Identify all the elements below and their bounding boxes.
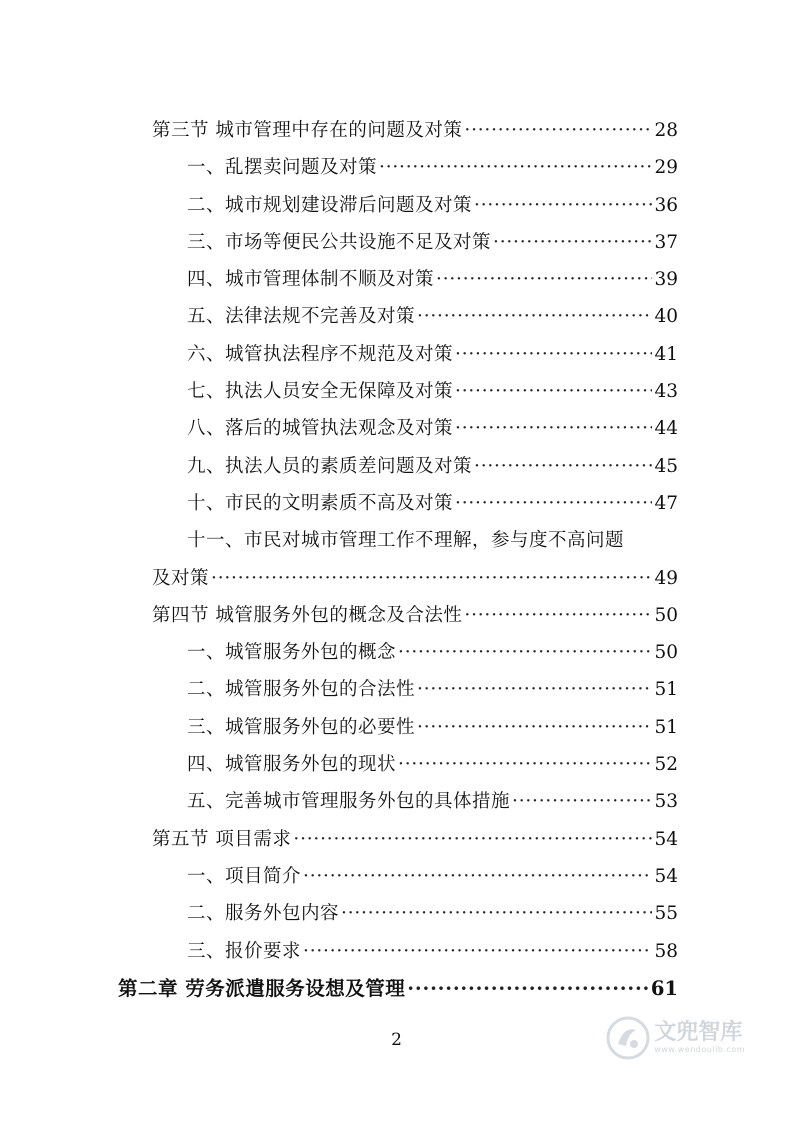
- toc-entry-label-line1: 十一、市民对城市管理工作不理解，参与度不高问题: [187, 530, 625, 552]
- toc-page-number: 44: [654, 418, 678, 440]
- toc-entry-label: 四、城市管理体制不顺及对策: [187, 269, 435, 291]
- toc-page-number: 37: [654, 231, 678, 253]
- dot-leader: [474, 187, 652, 224]
- toc-page-number: 28: [654, 120, 678, 141]
- toc-page-number: 51: [654, 716, 678, 738]
- dot-leader: [341, 895, 652, 932]
- watermark-logo-icon: [606, 1016, 650, 1060]
- toc-entry-4-2[interactable]: [118, 671, 678, 708]
- dot-leader: [464, 597, 652, 634]
- dot-leader: [417, 671, 652, 708]
- watermark-brand-text: 文兜智库: [654, 1020, 743, 1045]
- toc-entry-5-1[interactable]: [118, 858, 678, 895]
- toc-page-number: 51: [654, 679, 678, 701]
- toc-entry-3-5[interactable]: [118, 298, 678, 335]
- toc-entry-4-3[interactable]: [118, 709, 678, 746]
- toc-page-number: 55: [654, 903, 678, 925]
- toc-page-number: 50: [654, 604, 678, 626]
- dot-leader: [293, 821, 652, 858]
- toc-page-number: 58: [654, 940, 678, 962]
- toc-entry-label: 四、城管服务外包的现状: [187, 754, 397, 776]
- dot-leader: [512, 783, 652, 820]
- toc-entry-4-4[interactable]: [118, 746, 678, 783]
- toc-entry-section-4[interactable]: [118, 597, 678, 634]
- toc-entry-3-10[interactable]: [118, 485, 678, 522]
- toc-page-number: 36: [654, 194, 678, 216]
- toc-entry-continuation: [118, 560, 678, 597]
- dot-leader: [464, 112, 652, 149]
- toc-entry-label-line2: 及对策: [152, 567, 210, 589]
- toc-entry-5-3[interactable]: [118, 933, 678, 970]
- toc-page-number: 49: [654, 567, 678, 589]
- dot-leader: [455, 373, 652, 410]
- toc-entry-label: 第二章 劳务派遣服务设想及管理: [118, 976, 406, 1000]
- watermark-text-group: [654, 1021, 745, 1055]
- dot-leader: [493, 224, 652, 261]
- page-number: 2: [391, 1030, 402, 1050]
- toc-page-number: 54: [654, 828, 678, 850]
- toc-entry-label: 三、城管服务外包的必要性: [187, 716, 416, 738]
- toc-entry-label: 一、项目简介: [187, 865, 302, 887]
- watermark-url-text: www.wendoulib.com: [654, 1045, 745, 1054]
- toc-entry-label: 六、城管执法程序不规范及对策: [187, 343, 454, 365]
- toc-page-number: 47: [654, 492, 678, 514]
- toc-entry-label: 第四节 城管服务外包的概念及合法性: [152, 604, 463, 626]
- toc-entry-3-7[interactable]: [118, 373, 678, 410]
- toc-page-number: 29: [654, 157, 678, 179]
- toc-entry-4-1[interactable]: [118, 634, 678, 671]
- toc-entry-3-8[interactable]: [118, 410, 678, 447]
- toc-page-number: 43: [654, 381, 678, 403]
- toc-entry-label: 三、报价要求: [187, 940, 302, 962]
- toc-entry-4-5[interactable]: [118, 783, 678, 820]
- toc-entry-label: 第五节 项目需求: [152, 828, 292, 850]
- toc-entry-label: 二、服务外包内容: [187, 903, 340, 925]
- dot-leader: [303, 858, 652, 895]
- watermark: [606, 1016, 745, 1060]
- toc-page-number: 61: [650, 976, 678, 1000]
- toc-entry-label: 九、执法人员的素质差问题及对策: [187, 455, 473, 477]
- dot-leader: [417, 709, 652, 746]
- toc-entry-label: 二、城市规划建设滞后问题及对策: [187, 194, 473, 216]
- dot-leader: [303, 933, 652, 970]
- toc-entry-3-1[interactable]: [118, 149, 678, 186]
- toc-page-number: 40: [654, 306, 678, 328]
- toc-entry-label: 一、乱摆卖问题及对策: [187, 157, 378, 179]
- toc-entry-label: 五、完善城市管理服务外包的具体措施: [187, 791, 511, 813]
- dot-leader: [474, 448, 652, 485]
- dot-leader: [455, 336, 652, 373]
- dot-leader: [436, 261, 652, 298]
- toc-entry-label: 二、城管服务外包的合法性: [187, 679, 416, 701]
- dot-leader: [398, 746, 652, 783]
- dot-leader: [455, 485, 652, 522]
- toc-entry-label: 三、市场等便民公共设施不足及对策: [187, 231, 492, 253]
- toc-page-number: 54: [654, 865, 678, 887]
- dot-leader: [417, 298, 652, 335]
- toc-entry-label: 第三节 城市管理中存在的问题及对策: [152, 120, 463, 141]
- toc-page-number: 50: [654, 642, 678, 664]
- toc-entry-3-4[interactable]: [118, 261, 678, 298]
- dot-leader: [455, 410, 652, 447]
- dot-leader: [398, 634, 652, 671]
- table-of-contents: [118, 112, 678, 1007]
- toc-page-number: 39: [654, 269, 678, 291]
- toc-entry-label: 五、法律法规不完善及对策: [187, 306, 416, 328]
- toc-entry-chapter-2[interactable]: [118, 970, 678, 1007]
- toc-page-number: 52: [654, 754, 678, 776]
- toc-entry-label: 八、落后的城管执法观念及对策: [187, 418, 454, 440]
- toc-entry-5-2[interactable]: [118, 895, 678, 932]
- dot-leader: [379, 149, 652, 186]
- toc-page-number: 45: [654, 455, 678, 477]
- toc-entry-label: 七、执法人员安全无保障及对策: [187, 381, 454, 403]
- toc-entry-3-9[interactable]: [118, 448, 678, 485]
- toc-page-number: 53: [654, 791, 678, 813]
- toc-entry-label: 一、城管服务外包的概念: [187, 642, 397, 664]
- dot-leader: [407, 970, 649, 1007]
- dot-leader: [211, 560, 652, 597]
- toc-entry-3-6[interactable]: [118, 336, 678, 373]
- toc-page-number: 41: [654, 343, 678, 365]
- toc-entry-3-2[interactable]: [118, 187, 678, 224]
- toc-entry-section-3[interactable]: [118, 112, 678, 149]
- toc-entry-3-3[interactable]: [118, 224, 678, 261]
- toc-entry-label: 十、市民的文明素质不高及对策: [187, 492, 454, 514]
- toc-entry-3-11[interactable]: [118, 522, 678, 597]
- toc-entry-section-5[interactable]: [118, 821, 678, 858]
